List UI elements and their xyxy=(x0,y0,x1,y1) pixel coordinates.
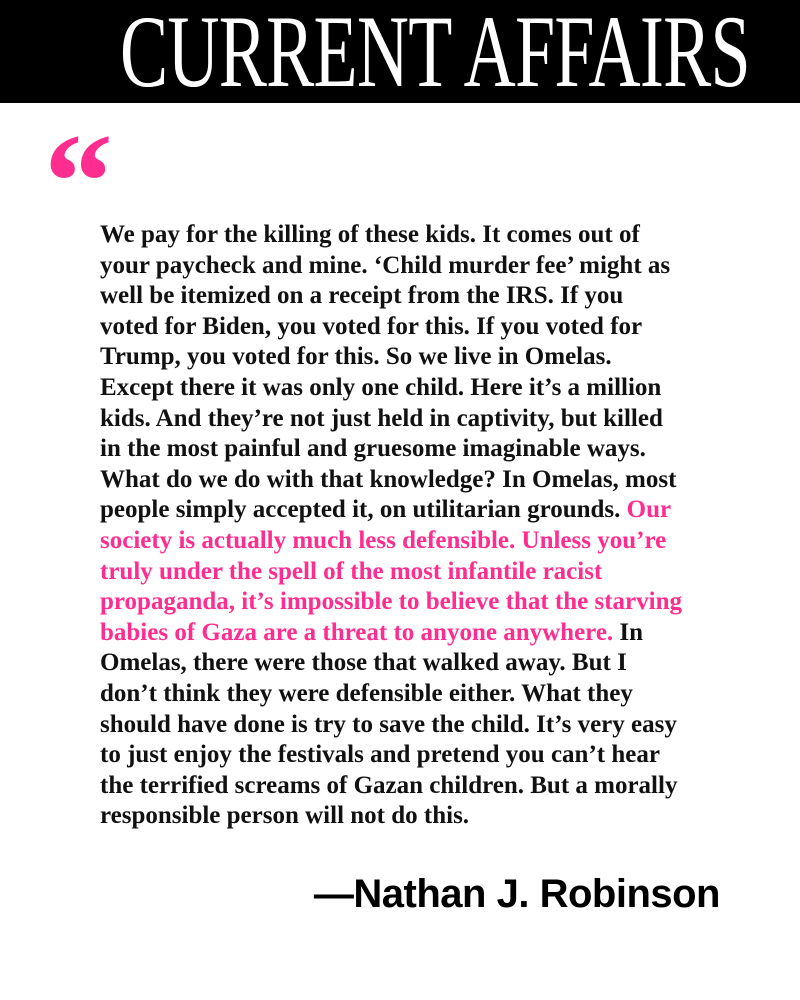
quote-text-segment: don’t think they were defensible either. What they xyxy=(100,679,633,707)
quote-text-segment: well be itemized on a receipt from the IRS. If you xyxy=(100,282,624,310)
quote-text-segment: We pay for the killing of these kids. It comes out of xyxy=(100,221,640,248)
quote-text-segment: Trump, you voted for this. So we live in Omelas. xyxy=(100,343,612,371)
quote-text xyxy=(100,220,740,832)
quote-line xyxy=(100,251,740,282)
quote-text-segment: voted for Biden, you voted for this. If you voted for xyxy=(100,312,643,340)
quote-text-segment: What do we do with that knowledge? In Omelas, most xyxy=(100,465,677,493)
quote-line xyxy=(100,587,740,618)
quote-text-segment: your paycheck and mine. ‘Child murder fee’ might as xyxy=(100,251,671,279)
highlighted-text: babies of Gaza are a threat to anyone anywhere. xyxy=(100,618,614,646)
quote-line xyxy=(100,220,740,251)
quote-line xyxy=(100,342,740,373)
quote-line xyxy=(100,526,740,557)
quote-line xyxy=(100,740,740,771)
quote-line xyxy=(100,434,740,465)
publication-title: CURRENT AFFAIRS xyxy=(120,0,750,103)
quote-line xyxy=(100,618,740,649)
quote-line xyxy=(100,312,740,343)
quote-text-segment: in the most painful and gruesome imaginable ways. xyxy=(100,435,646,463)
open-quote-icon: “ xyxy=(44,105,113,258)
highlighted-text: Our xyxy=(626,496,672,524)
quote-line xyxy=(100,648,740,679)
quote-text-segment: In xyxy=(613,618,644,646)
quote-line xyxy=(100,373,740,404)
quote-text-segment: responsible person will not do this. xyxy=(100,802,470,830)
quote-line xyxy=(100,465,740,496)
quote-text-segment: kids. And they’re not just held in captivity, but killed xyxy=(100,404,663,432)
quote-text-segment: should have done is try to save the child. It’s very easy xyxy=(100,710,677,738)
highlighted-text: society is actually much less defensible. Unless you’re xyxy=(100,526,667,554)
masthead xyxy=(0,0,800,103)
quote-attribution: —Nathan J. Robinson xyxy=(313,872,720,916)
highlighted-text: truly under the spell of the most infantile racist xyxy=(100,557,603,585)
quote-text-segment: people simply accepted it, on utilitarian grounds. xyxy=(100,496,627,524)
quote-line xyxy=(100,557,740,588)
quote-line xyxy=(100,495,740,526)
quote-text-segment: Omelas, there were those that walked away. But I xyxy=(100,649,627,677)
quote-line xyxy=(100,801,740,832)
quote-line xyxy=(100,404,740,435)
quote-text-segment: to just enjoy the festivals and pretend you can’t hear xyxy=(100,741,660,769)
quote-line xyxy=(100,281,740,312)
quote-line xyxy=(100,771,740,802)
highlighted-text: propaganda, it’s impossible to believe that the starving xyxy=(100,588,682,616)
quote-line xyxy=(100,679,740,710)
quote-text-segment: the terrified screams of Gazan children. But a morally xyxy=(100,771,678,799)
quote-text-segment: Except there it was only one child. Here it’s a million xyxy=(100,373,662,401)
quote-line xyxy=(100,710,740,741)
